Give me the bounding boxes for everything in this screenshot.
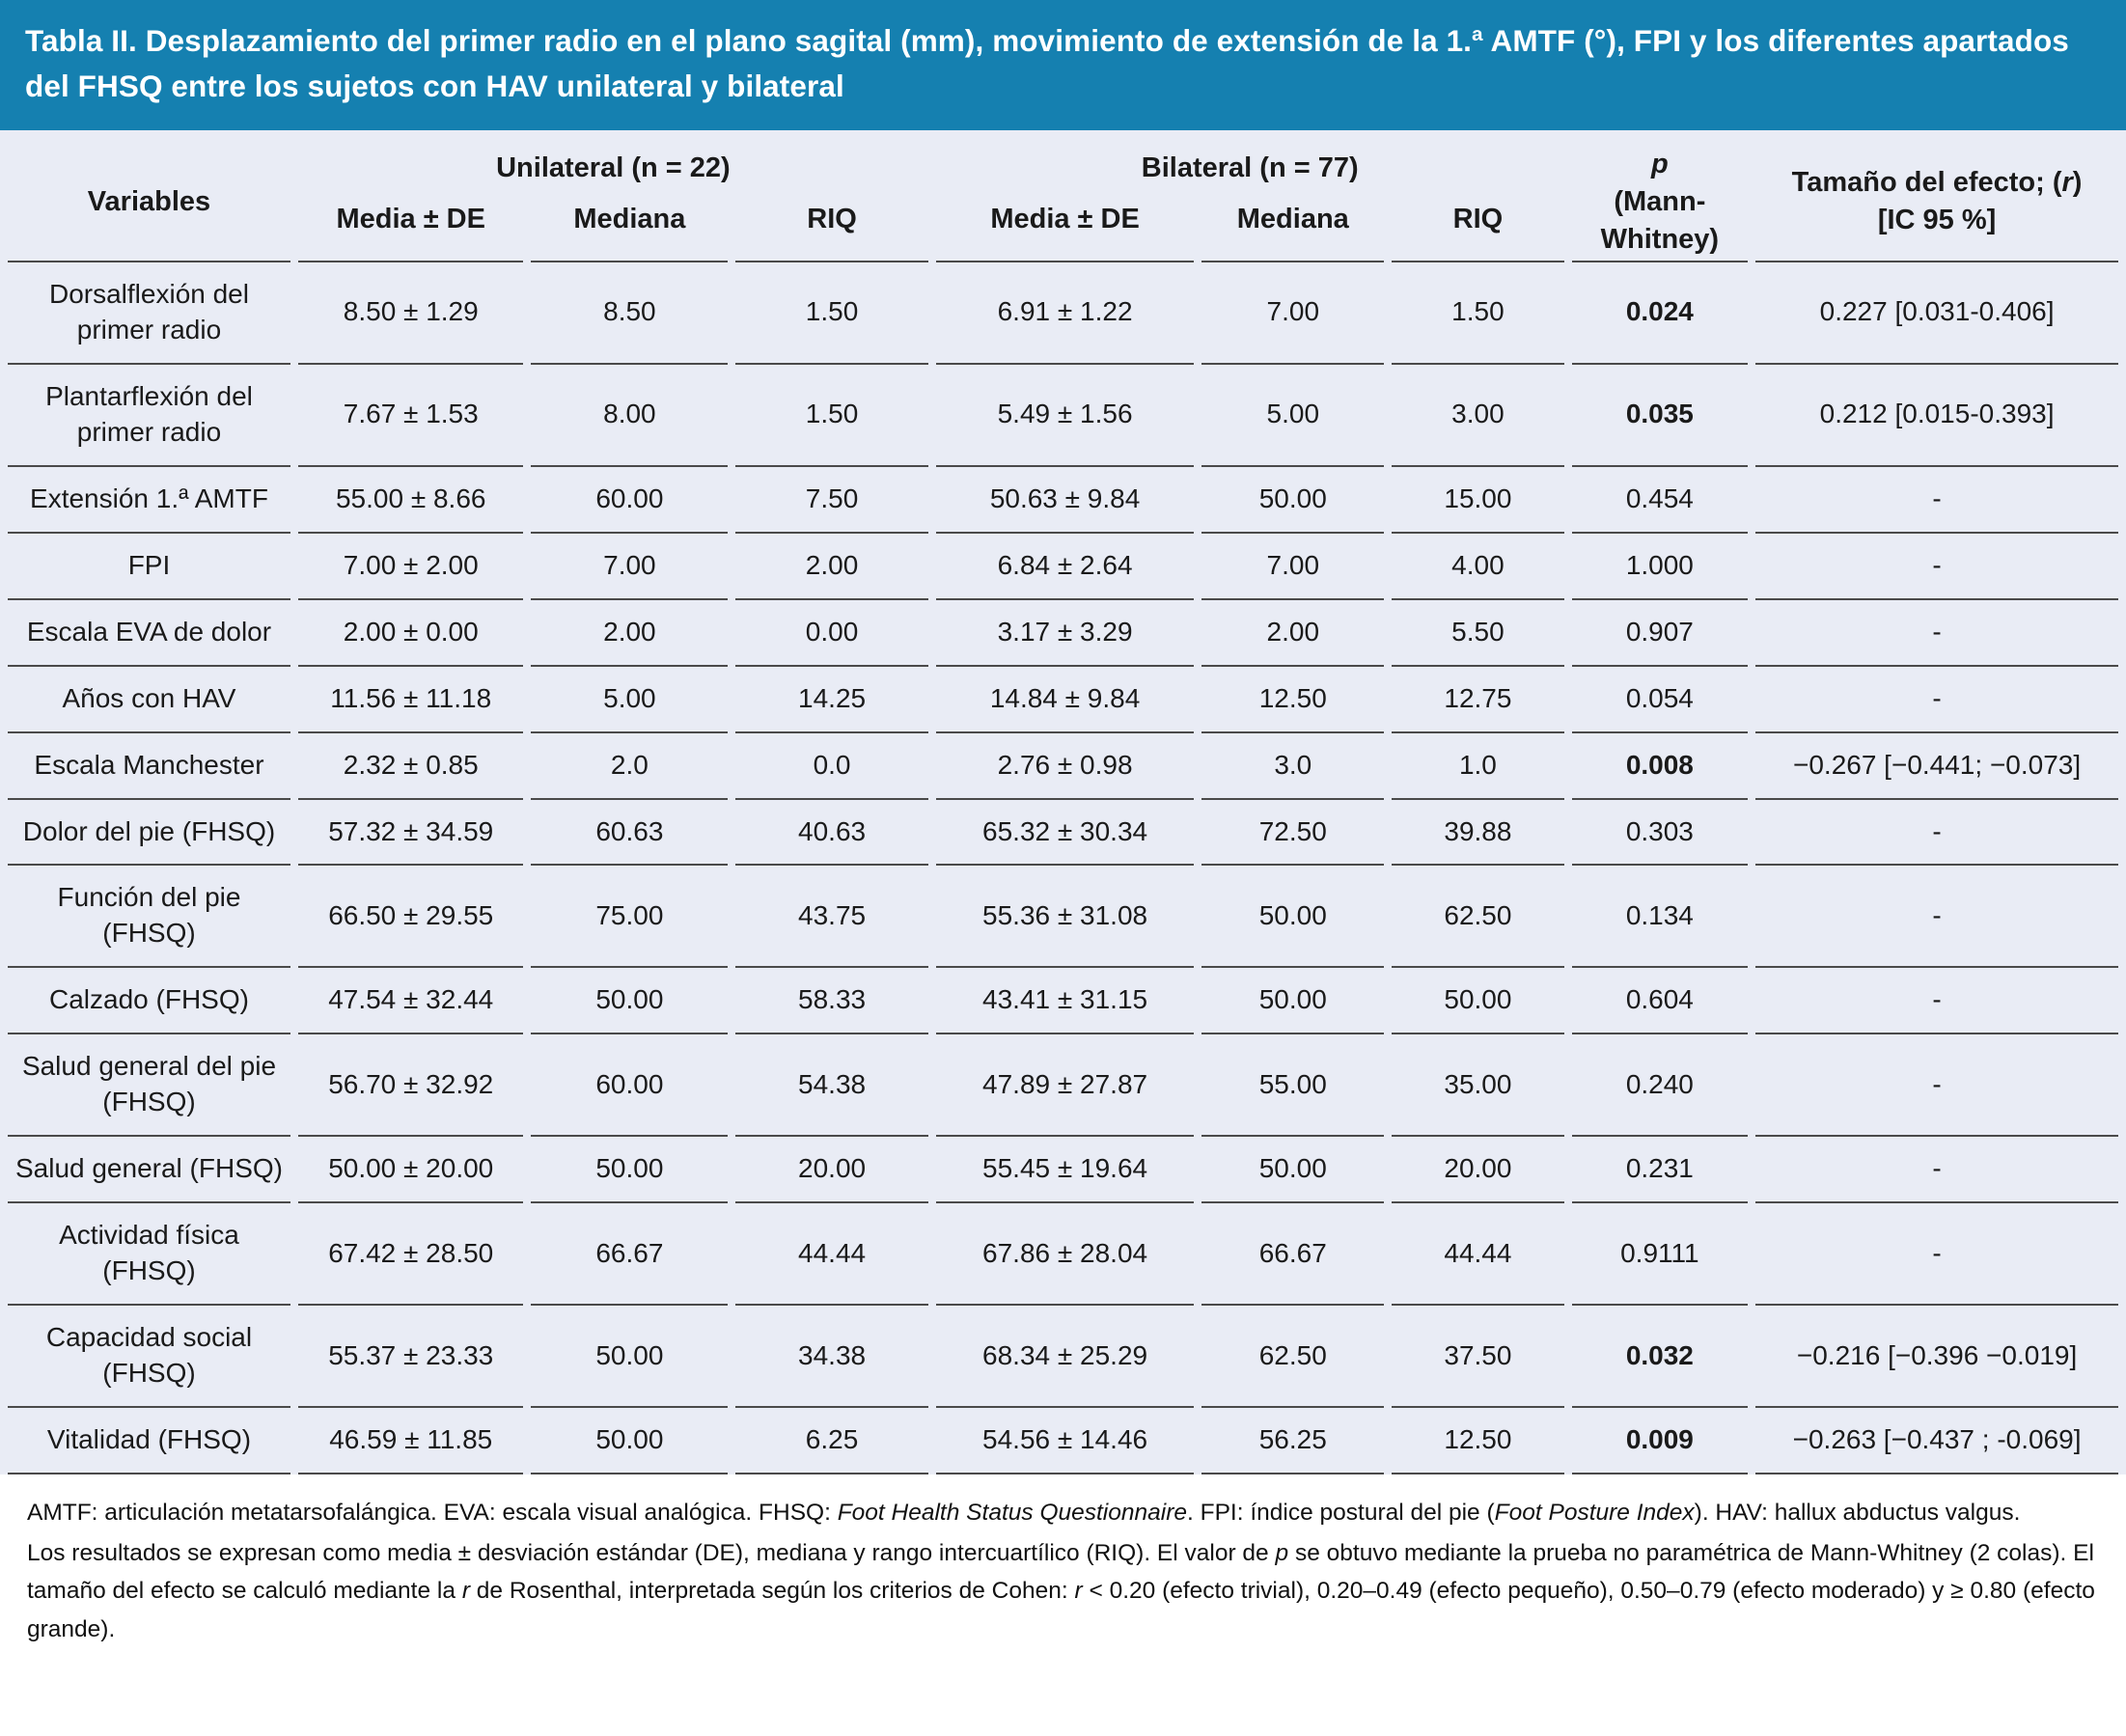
variable-cell: Vitalidad (FHSQ) bbox=[8, 1408, 290, 1474]
p-value-cell: 0.454 bbox=[1572, 467, 1749, 534]
p-value-cell: 0.303 bbox=[1572, 800, 1749, 867]
bilateral-riq-cell: 12.75 bbox=[1392, 667, 1563, 733]
unilateral-riq-cell: 40.63 bbox=[735, 800, 928, 867]
table-row bbox=[8, 1137, 2118, 1203]
unilateral-media-cell: 50.00 ± 20.00 bbox=[298, 1137, 524, 1203]
unilateral-media-cell: 7.00 ± 2.00 bbox=[298, 534, 524, 600]
bilateral-mediana-cell: 50.00 bbox=[1201, 866, 1384, 968]
unilateral-riq-cell: 20.00 bbox=[735, 1137, 928, 1203]
bilateral-riq-cell: 20.00 bbox=[1392, 1137, 1563, 1203]
bilateral-media-cell: 68.34 ± 25.29 bbox=[936, 1306, 1194, 1408]
header-media-de-unilateral: Media ± DE bbox=[298, 194, 524, 262]
bilateral-mediana-cell: 62.50 bbox=[1201, 1306, 1384, 1408]
bilateral-media-cell: 50.63 ± 9.84 bbox=[936, 467, 1194, 534]
bilateral-media-cell: 55.45 ± 19.64 bbox=[936, 1137, 1194, 1203]
variable-cell: Plantarflexión del primer radio bbox=[8, 365, 290, 467]
table-row bbox=[8, 800, 2118, 867]
unilateral-riq-cell: 1.50 bbox=[735, 262, 928, 365]
table-row bbox=[8, 866, 2118, 968]
unilateral-mediana-cell: 2.00 bbox=[531, 600, 728, 667]
bilateral-mediana-cell: 56.25 bbox=[1201, 1408, 1384, 1474]
variable-cell: Salud general (FHSQ) bbox=[8, 1137, 290, 1203]
unilateral-mediana-cell: 60.00 bbox=[531, 1034, 728, 1137]
bilateral-media-cell: 67.86 ± 28.04 bbox=[936, 1203, 1194, 1306]
p-value-cell: 0.9111 bbox=[1572, 1203, 1749, 1306]
header-group-unilateral: Unilateral (n = 22) bbox=[496, 152, 731, 184]
effect-size-cell: −0.216 [−0.396 −0.019] bbox=[1755, 1306, 2118, 1408]
bilateral-mediana-cell: 2.00 bbox=[1201, 600, 1384, 667]
p-value-cell: 0.134 bbox=[1572, 866, 1749, 968]
table-row bbox=[8, 262, 2118, 365]
bilateral-mediana-cell: 7.00 bbox=[1201, 534, 1384, 600]
p-value-cell: 0.024 bbox=[1572, 262, 1749, 365]
header-p-mann-whitney bbox=[1572, 130, 1749, 262]
p-value-cell: 0.032 bbox=[1572, 1306, 1749, 1408]
variable-cell: Salud general del pie (FHSQ) bbox=[8, 1034, 290, 1137]
unilateral-mediana-cell: 50.00 bbox=[531, 1408, 728, 1474]
effect-size-cell: - bbox=[1755, 600, 2118, 667]
unilateral-mediana-cell: 2.0 bbox=[531, 733, 728, 800]
bilateral-media-cell: 3.17 ± 3.29 bbox=[936, 600, 1194, 667]
bilateral-media-cell: 55.36 ± 31.08 bbox=[936, 866, 1194, 968]
unilateral-mediana-cell: 75.00 bbox=[531, 866, 728, 968]
p-value-cell: 0.009 bbox=[1572, 1408, 1749, 1474]
bilateral-riq-cell: 3.00 bbox=[1392, 365, 1563, 467]
variable-cell: FPI bbox=[8, 534, 290, 600]
unilateral-media-cell: 56.70 ± 32.92 bbox=[298, 1034, 524, 1137]
bilateral-riq-cell: 1.50 bbox=[1392, 262, 1563, 365]
unilateral-riq-cell: 6.25 bbox=[735, 1408, 928, 1474]
unilateral-media-cell: 46.59 ± 11.85 bbox=[298, 1408, 524, 1474]
bilateral-media-cell: 14.84 ± 9.84 bbox=[936, 667, 1194, 733]
bilateral-riq-cell: 15.00 bbox=[1392, 467, 1563, 534]
effect-size-label: Tamaño del efecto; (r) bbox=[1791, 167, 2083, 199]
bilateral-media-cell: 43.41 ± 31.15 bbox=[936, 968, 1194, 1034]
bilateral-riq-cell: 12.50 bbox=[1392, 1408, 1563, 1474]
effect-size-cell: 0.227 [0.031-0.406] bbox=[1755, 262, 2118, 365]
bilateral-media-cell: 54.56 ± 14.46 bbox=[936, 1408, 1194, 1474]
table-row bbox=[8, 600, 2118, 667]
unilateral-riq-cell: 58.33 bbox=[735, 968, 928, 1034]
p-symbol: p bbox=[1651, 148, 1669, 179]
effect-size-cell: - bbox=[1755, 1137, 2118, 1203]
effect-size-cell: - bbox=[1755, 866, 2118, 968]
bilateral-mediana-cell: 50.00 bbox=[1201, 968, 1384, 1034]
bilateral-riq-cell: 50.00 bbox=[1392, 968, 1563, 1034]
table-row bbox=[8, 733, 2118, 800]
header-effect-size bbox=[1755, 130, 2118, 262]
table-row bbox=[8, 1034, 2118, 1137]
table-row bbox=[8, 365, 2118, 467]
unilateral-riq-cell: 14.25 bbox=[735, 667, 928, 733]
variable-cell: Extensión 1.ª AMTF bbox=[8, 467, 290, 534]
header-variables: Variables bbox=[8, 130, 290, 262]
variable-cell: Escala EVA de dolor bbox=[8, 600, 290, 667]
effect-size-cell: 0.212 [0.015-0.393] bbox=[1755, 365, 2118, 467]
p-value-cell: 0.240 bbox=[1572, 1034, 1749, 1137]
unilateral-mediana-cell: 60.00 bbox=[531, 467, 728, 534]
unilateral-media-cell: 47.54 ± 32.44 bbox=[298, 968, 524, 1034]
table-row bbox=[8, 534, 2118, 600]
unilateral-media-cell: 66.50 ± 29.55 bbox=[298, 866, 524, 968]
effect-size-ci-label: [IC 95 %] bbox=[1877, 205, 1997, 236]
unilateral-media-cell: 55.37 ± 23.33 bbox=[298, 1306, 524, 1408]
bilateral-mediana-cell: 66.67 bbox=[1201, 1203, 1384, 1306]
bilateral-mediana-cell: 5.00 bbox=[1201, 365, 1384, 467]
bilateral-media-cell: 6.84 ± 2.64 bbox=[936, 534, 1194, 600]
table-body bbox=[8, 262, 2118, 1474]
bilateral-mediana-cell: 7.00 bbox=[1201, 262, 1384, 365]
table-row bbox=[8, 467, 2118, 534]
table-row bbox=[8, 1203, 2118, 1306]
p-value-cell: 0.035 bbox=[1572, 365, 1749, 467]
variable-cell: Dolor del pie (FHSQ) bbox=[8, 800, 290, 867]
bilateral-riq-cell: 62.50 bbox=[1392, 866, 1563, 968]
unilateral-media-cell: 2.00 ± 0.00 bbox=[298, 600, 524, 667]
bilateral-media-cell: 47.89 ± 27.87 bbox=[936, 1034, 1194, 1137]
unilateral-mediana-cell: 8.50 bbox=[531, 262, 728, 365]
unilateral-mediana-cell: 7.00 bbox=[531, 534, 728, 600]
effect-size-cell: −0.267 [−0.441; −0.073] bbox=[1755, 733, 2118, 800]
bilateral-media-cell: 2.76 ± 0.98 bbox=[936, 733, 1194, 800]
p-value-cell: 0.231 bbox=[1572, 1137, 1749, 1203]
unilateral-riq-cell: 34.38 bbox=[735, 1306, 928, 1408]
table-row bbox=[8, 1306, 2118, 1408]
p-value-cell: 0.604 bbox=[1572, 968, 1749, 1034]
variable-cell: Dorsalflexión del primer radio bbox=[8, 262, 290, 365]
footnotes bbox=[0, 1474, 2126, 1661]
unilateral-mediana-cell: 66.67 bbox=[531, 1203, 728, 1306]
table-row bbox=[8, 667, 2118, 733]
effect-size-cell: - bbox=[1755, 800, 2118, 867]
unilateral-mediana-cell: 50.00 bbox=[531, 1306, 728, 1408]
effect-size-cell: −0.263 [−0.437 ; -0.069] bbox=[1755, 1408, 2118, 1474]
bilateral-riq-cell: 39.88 bbox=[1392, 800, 1563, 867]
bilateral-riq-cell: 37.50 bbox=[1392, 1306, 1563, 1408]
header-mediana-bilateral: Mediana bbox=[1201, 194, 1384, 262]
header-mediana-unilateral: Mediana bbox=[531, 194, 728, 262]
variable-cell: Calzado (FHSQ) bbox=[8, 968, 290, 1034]
p-value-cell: 0.008 bbox=[1572, 733, 1749, 800]
variable-cell: Años con HAV bbox=[8, 667, 290, 733]
bilateral-riq-cell: 35.00 bbox=[1392, 1034, 1563, 1137]
bilateral-riq-cell: 4.00 bbox=[1392, 534, 1563, 600]
unilateral-mediana-cell: 50.00 bbox=[531, 968, 728, 1034]
unilateral-riq-cell: 0.0 bbox=[735, 733, 928, 800]
bilateral-mediana-cell: 12.50 bbox=[1201, 667, 1384, 733]
unilateral-riq-cell: 1.50 bbox=[735, 365, 928, 467]
bilateral-mediana-cell: 50.00 bbox=[1201, 1137, 1384, 1203]
header-media-de-bilateral: Media ± DE bbox=[936, 194, 1194, 262]
variable-cell: Actividad física (FHSQ) bbox=[8, 1203, 290, 1306]
table-row bbox=[8, 1408, 2118, 1474]
variable-cell: Capacidad social (FHSQ) bbox=[8, 1306, 290, 1408]
variable-cell: Función del pie (FHSQ) bbox=[8, 866, 290, 968]
unilateral-mediana-cell: 5.00 bbox=[531, 667, 728, 733]
header-group-bilateral: Bilateral (n = 77) bbox=[1141, 152, 1359, 184]
bilateral-riq-cell: 44.44 bbox=[1392, 1203, 1563, 1306]
variable-cell: Escala Manchester bbox=[8, 733, 290, 800]
unilateral-riq-cell: 43.75 bbox=[735, 866, 928, 968]
bilateral-riq-cell: 1.0 bbox=[1392, 733, 1563, 800]
table-title: Tabla II. Desplazamiento del primer radio en el plano sagital (mm), movimiento de extensión de la 1.ª AMTF (°), FPI y los diferentes apartados del FHSQ entre los sujetos con HAV unilateral y bilateral bbox=[0, 0, 2126, 130]
effect-size-cell: - bbox=[1755, 968, 2118, 1034]
unilateral-riq-cell: 0.00 bbox=[735, 600, 928, 667]
header-riq-unilateral: RIQ bbox=[735, 194, 928, 262]
unilateral-media-cell: 55.00 ± 8.66 bbox=[298, 467, 524, 534]
p-test-name: (Mann-Whitney) bbox=[1600, 185, 1720, 255]
unilateral-mediana-cell: 8.00 bbox=[531, 365, 728, 467]
unilateral-media-cell: 57.32 ± 34.59 bbox=[298, 800, 524, 867]
unilateral-media-cell: 8.50 ± 1.29 bbox=[298, 262, 524, 365]
bilateral-riq-cell: 5.50 bbox=[1392, 600, 1563, 667]
unilateral-media-cell: 67.42 ± 28.50 bbox=[298, 1203, 524, 1306]
unilateral-mediana-cell: 50.00 bbox=[531, 1137, 728, 1203]
p-value-cell: 0.054 bbox=[1572, 667, 1749, 733]
bilateral-media-cell: 6.91 ± 1.22 bbox=[936, 262, 1194, 365]
data-table bbox=[0, 130, 2126, 1474]
bilateral-mediana-cell: 3.0 bbox=[1201, 733, 1384, 800]
footnote-methods: Los resultados se expresan como media ± desviación estándar (DE), mediana y rango intercuartílico (RIQ). El valor de p se obtuvo mediante la prueba no paramétrica de Mann-Whitney (2 colas). El tamaño del efecto se calculó mediante la r de Rosenthal, interpretada según los criterios de Cohen: r < 0.20 (efecto trivial), 0.20–0.49 (efecto pequeño), 0.50–0.79 (efecto moderado) y ≥ 0.80 (efecto grande). bbox=[27, 1539, 2095, 1642]
unilateral-riq-cell: 7.50 bbox=[735, 467, 928, 534]
bilateral-media-cell: 5.49 ± 1.56 bbox=[936, 365, 1194, 467]
effect-size-cell: - bbox=[1755, 534, 2118, 600]
table-header bbox=[8, 130, 2118, 262]
effect-size-cell: - bbox=[1755, 467, 2118, 534]
unilateral-riq-cell: 54.38 bbox=[735, 1034, 928, 1137]
effect-size-cell: - bbox=[1755, 1203, 2118, 1306]
bilateral-media-cell: 65.32 ± 30.34 bbox=[936, 800, 1194, 867]
table-row bbox=[8, 968, 2118, 1034]
p-value-cell: 1.000 bbox=[1572, 534, 1749, 600]
effect-size-cell: - bbox=[1755, 667, 2118, 733]
bilateral-mediana-cell: 50.00 bbox=[1201, 467, 1384, 534]
unilateral-media-cell: 7.67 ± 1.53 bbox=[298, 365, 524, 467]
p-value-cell: 0.907 bbox=[1572, 600, 1749, 667]
unilateral-riq-cell: 2.00 bbox=[735, 534, 928, 600]
unilateral-riq-cell: 44.44 bbox=[735, 1203, 928, 1306]
unilateral-media-cell: 2.32 ± 0.85 bbox=[298, 733, 524, 800]
bilateral-mediana-cell: 55.00 bbox=[1201, 1034, 1384, 1137]
unilateral-mediana-cell: 60.63 bbox=[531, 800, 728, 867]
unilateral-media-cell: 11.56 ± 11.18 bbox=[298, 667, 524, 733]
effect-size-cell: - bbox=[1755, 1034, 2118, 1137]
header-riq-bilateral: RIQ bbox=[1392, 194, 1563, 262]
footnote-abbreviations: AMTF: articulación metatarsofalángica. EVA: escala visual analógica. FHSQ: Foot Health Status Questionnaire. FPI: índice postural del pie (Foot Posture Index). HAV: hallux abductus valgus. bbox=[27, 1499, 2021, 1526]
bilateral-mediana-cell: 72.50 bbox=[1201, 800, 1384, 867]
